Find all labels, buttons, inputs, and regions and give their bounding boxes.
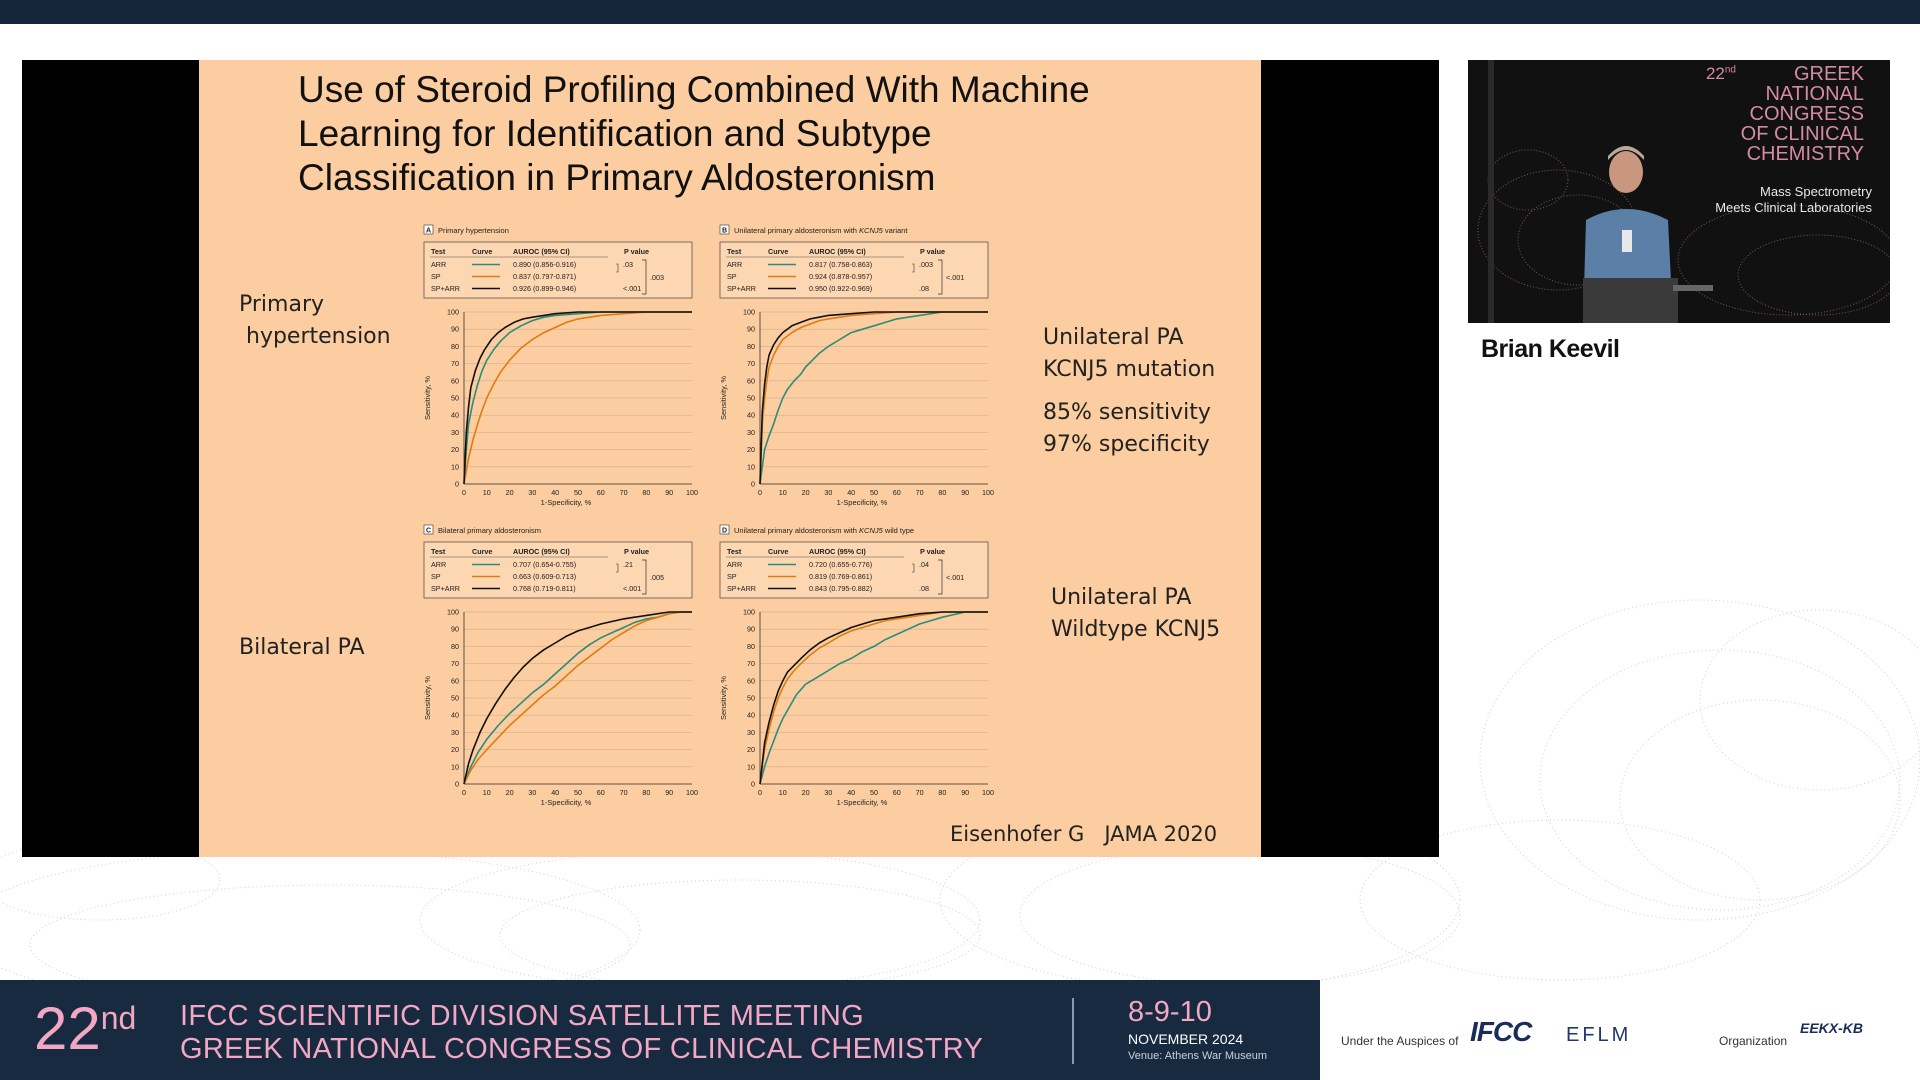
footer-venue: Venue: Athens War Museum [1128, 1050, 1267, 1062]
x-tick-label: 40 [551, 788, 560, 797]
x-tick-label: 100 [982, 488, 994, 497]
y-tick-label: 40 [747, 710, 755, 720]
table-header: AUROC (95% CI) [513, 547, 570, 556]
y-tick-label: 20 [747, 745, 755, 755]
x-axis-label: 1-Specificity, % [540, 498, 592, 507]
video-banner-line: NATIONAL [1765, 83, 1864, 105]
y-tick-label: 10 [451, 462, 459, 472]
y-tick-label: 30 [451, 727, 459, 737]
slide-title-line: Learning for Identification and Subtype [298, 113, 932, 154]
y-tick-label: 0 [455, 779, 459, 789]
footer-divider [1072, 998, 1074, 1064]
table-cell-test: SP+ARR [727, 584, 756, 593]
table-header: P value [624, 547, 650, 556]
video-banner-line: GREEK [1793, 63, 1864, 85]
table-cell-test: ARR [431, 260, 447, 269]
speaker-name: Brian Keevil [1481, 335, 1620, 363]
footer-line: IFCC SCIENTIFIC DIVISION SATELLITE MEETING [180, 1000, 864, 1032]
x-tick-label: 100 [982, 788, 994, 797]
x-tick-label: 0 [462, 488, 466, 497]
x-tick-label: 80 [938, 788, 947, 797]
y-tick-label: 90 [747, 624, 755, 634]
table-header: Curve [768, 247, 789, 256]
y-tick-label: 80 [451, 641, 459, 651]
note-line: Unilateral PA [1043, 325, 1184, 350]
x-tick-label: 90 [665, 488, 674, 497]
x-tick-label: 50 [870, 788, 878, 797]
x-tick-label: 90 [961, 488, 970, 497]
top-bar [0, 0, 1920, 24]
panel-title: Unilateral primary aldosteronism with KCNJ5 wild type [734, 526, 915, 535]
y-tick-label: 60 [747, 376, 755, 386]
note-line: Unilateral PA [1051, 585, 1192, 610]
x-tick-label: 40 [847, 788, 856, 797]
panel-letter: D [721, 527, 728, 535]
ekkx-logo: EEKX-KB [1800, 1020, 1864, 1036]
y-axis-label: Sensitivity, % [719, 375, 728, 421]
footer-month: NOVEMBER 2024 [1128, 1031, 1244, 1047]
x-tick-label: 100 [686, 488, 698, 497]
x-tick-label: 70 [619, 488, 628, 497]
y-tick-label: 60 [747, 676, 755, 686]
table-header: Curve [472, 547, 493, 556]
note-stats [1043, 397, 1211, 461]
note-line: KCNJ5 mutation [1043, 357, 1216, 382]
roc-chart-a [420, 222, 710, 512]
table-cell-pvalue: .03 [623, 260, 633, 269]
citation-author: Eisenhofer G [950, 822, 1085, 846]
table-cell-pvalue-overall: <.001 [946, 573, 965, 582]
roc-panel-c [420, 522, 710, 817]
x-tick-label: 30 [528, 488, 537, 497]
y-tick-label: 20 [451, 745, 459, 755]
x-tick-label: 10 [778, 488, 787, 497]
y-tick-label: 50 [451, 693, 459, 703]
table-header: Test [727, 247, 742, 256]
roc-panel-b [716, 222, 1006, 517]
table-header: Curve [472, 247, 493, 256]
table-cell-pvalue-overall: .003 [650, 273, 664, 282]
y-tick-label: 60 [451, 376, 459, 386]
auspices-label: Under the Auspices of [1341, 1034, 1459, 1048]
y-axis-label: Sensitivity, % [719, 675, 728, 721]
x-tick-label: 100 [686, 788, 698, 797]
table-header: P value [624, 247, 650, 256]
table-cell-test: SP [431, 572, 441, 581]
table-cell-auroc: 0.819 (0.769-0.861) [809, 572, 873, 581]
panel-letter: A [425, 227, 432, 235]
table-header: AUROC (95% CI) [809, 547, 866, 556]
x-tick-label: 60 [892, 488, 901, 497]
x-tick-label: 70 [915, 488, 924, 497]
y-tick-label: 70 [747, 659, 755, 669]
x-tick-label: 20 [505, 488, 514, 497]
note-line: 85% sensitivity [1043, 400, 1211, 425]
x-tick-label: 60 [596, 788, 605, 797]
y-tick-label: 20 [747, 445, 755, 455]
y-tick-label: 70 [747, 359, 755, 369]
table-cell-auroc: 0.924 (0.878-0.957) [809, 272, 873, 281]
y-tick-label: 30 [747, 727, 755, 737]
note-wildtype-kcnj5 [1051, 582, 1220, 646]
table-cell-test: SP [727, 272, 737, 281]
table-cell-auroc: 0.843 (0.795-0.882) [809, 584, 873, 593]
x-axis-label: 1-Specificity, % [540, 798, 592, 807]
table-cell-pvalue: .04 [919, 560, 929, 569]
footer-edition-suffix: nd [100, 1000, 137, 1036]
x-tick-label: 30 [824, 788, 833, 797]
table-cell-test: SP+ARR [431, 584, 460, 593]
table-cell-auroc: 0.837 (0.797-0.871) [513, 272, 577, 281]
x-axis-label: 1-Specificity, % [836, 798, 888, 807]
x-tick-label: 20 [505, 788, 514, 797]
note-line: Primary [239, 292, 325, 317]
x-tick-label: 40 [551, 488, 560, 497]
table-cell-test: ARR [727, 260, 743, 269]
note-line: Bilateral PA [239, 635, 365, 660]
y-tick-label: 0 [751, 479, 755, 489]
y-tick-label: 70 [451, 359, 459, 369]
y-tick-label: 0 [751, 779, 755, 789]
speaker-video[interactable] [1468, 60, 1890, 323]
y-tick-label: 10 [451, 762, 459, 772]
video-banner [1705, 63, 1864, 165]
slide-title [298, 68, 1258, 200]
y-tick-label: 100 [447, 307, 459, 317]
panel-letter: B [721, 227, 728, 235]
table-cell-pvalue: <.001 [623, 584, 642, 593]
table-header: P value [920, 247, 946, 256]
x-tick-label: 30 [528, 788, 537, 797]
x-tick-label: 10 [482, 488, 491, 497]
y-tick-label: 80 [747, 341, 755, 351]
table-cell-test: SP [727, 572, 737, 581]
video-banner-line: CHEMISTRY [1746, 143, 1864, 165]
y-tick-label: 10 [747, 462, 755, 472]
x-tick-label: 60 [892, 788, 901, 797]
table-header: Test [431, 547, 446, 556]
table-header: AUROC (95% CI) [809, 247, 866, 256]
roc-chart-b [716, 222, 1006, 512]
video-banner-line: OF CLINICAL [1740, 123, 1864, 145]
table-cell-pvalue: .08 [919, 284, 929, 293]
note-line: Wildtype KCNJ5 [1051, 617, 1221, 642]
panel-title: Bilateral primary aldosteronism [438, 526, 541, 535]
x-tick-label: 0 [758, 788, 762, 797]
panel-title: Primary hypertension [438, 226, 509, 235]
table-cell-pvalue: <.001 [623, 284, 642, 293]
x-tick-label: 30 [824, 488, 833, 497]
footer-edition [34, 994, 136, 1063]
table-cell-pvalue-overall: .005 [650, 573, 664, 582]
video-subtitle [1715, 184, 1872, 216]
ifcc-logo: IFCC [1470, 1016, 1532, 1047]
y-tick-label: 100 [743, 607, 755, 617]
video-subtitle-line: Mass Spectrometry [1760, 184, 1872, 199]
x-tick-label: 10 [482, 788, 491, 797]
table-cell-auroc: 0.663 (0.609-0.713) [513, 572, 577, 581]
x-tick-label: 70 [619, 788, 628, 797]
x-tick-label: 60 [596, 488, 605, 497]
y-tick-label: 90 [747, 324, 755, 334]
y-tick-label: 100 [743, 307, 755, 317]
slide-title-line: Classification in Primary Aldosteronism [298, 157, 936, 198]
y-tick-label: 60 [451, 676, 459, 686]
table-cell-test: ARR [431, 560, 447, 569]
note-line: 97% specificity [1043, 432, 1210, 457]
y-tick-label: 30 [451, 427, 459, 437]
panel-letter: C [425, 527, 432, 535]
eflm-logo: EFLM [1566, 1024, 1632, 1046]
y-tick-label: 40 [451, 410, 459, 420]
y-tick-label: 90 [451, 624, 459, 634]
y-tick-label: 40 [747, 410, 755, 420]
x-tick-label: 80 [938, 488, 947, 497]
video-banner-number: 22nd [1705, 64, 1736, 83]
y-axis-label: Sensitivity, % [423, 375, 432, 421]
x-tick-label: 0 [462, 788, 466, 797]
table-cell-pvalue-overall: <.001 [946, 273, 965, 282]
y-tick-label: 90 [451, 324, 459, 334]
table-header: P value [920, 547, 946, 556]
note-line: hypertension [246, 324, 391, 349]
table-cell-pvalue: .21 [623, 560, 633, 569]
table-cell-auroc: 0.768 (0.719-0.811) [513, 584, 576, 593]
table-header: Test [431, 247, 446, 256]
table-header: Test [727, 547, 742, 556]
footer-line: GREEK NATIONAL CONGRESS OF CLINICAL CHEMISTRY [180, 1033, 984, 1065]
y-tick-label: 30 [747, 427, 755, 437]
table-cell-auroc: 0.817 (0.758-0.863) [809, 260, 873, 269]
footer-event-title [180, 1000, 983, 1066]
roc-panel-a [420, 222, 710, 517]
table-cell-test: SP+ARR [431, 284, 460, 293]
table-cell-pvalue: .003 [919, 260, 933, 269]
citation-journal: JAMA 2020 [1104, 822, 1218, 846]
roc-chart-d [716, 522, 1006, 812]
x-tick-label: 0 [758, 488, 762, 497]
video-subtitle-line: Meets Clinical Laboratories [1715, 200, 1872, 215]
table-cell-pvalue: .08 [919, 584, 929, 593]
note-primary-hypertension [239, 289, 391, 353]
y-tick-label: 80 [451, 341, 459, 351]
citation [950, 822, 1217, 846]
x-tick-label: 70 [915, 788, 924, 797]
x-tick-label: 50 [574, 788, 582, 797]
table-cell-test: ARR [727, 560, 743, 569]
y-tick-label: 50 [451, 393, 459, 403]
panel-title: Unilateral primary aldosteronism with KCNJ5 variant [734, 226, 908, 235]
table-cell-test: SP [431, 272, 441, 281]
y-tick-label: 20 [451, 445, 459, 455]
table-cell-auroc: 0.950 (0.922-0.969) [809, 284, 873, 293]
table-cell-auroc: 0.720 (0.655-0.776) [809, 560, 873, 569]
x-tick-label: 20 [801, 788, 810, 797]
x-axis-label: 1-Specificity, % [836, 498, 888, 507]
footer-dates: 8-9-10 [1128, 996, 1212, 1028]
y-tick-label: 80 [747, 641, 755, 651]
x-tick-label: 40 [847, 488, 856, 497]
note-kcnj5-mutation [1043, 322, 1215, 386]
x-tick-label: 50 [870, 488, 878, 497]
y-tick-label: 50 [747, 393, 755, 403]
y-tick-label: 70 [451, 659, 459, 669]
footer-edition-number: 22 [34, 995, 101, 1062]
x-tick-label: 90 [665, 788, 674, 797]
x-tick-label: 20 [801, 488, 810, 497]
y-axis-label: Sensitivity, % [423, 675, 432, 721]
x-tick-label: 50 [574, 488, 582, 497]
y-tick-label: 40 [451, 710, 459, 720]
table-cell-test: SP+ARR [727, 284, 756, 293]
roc-panel-d [716, 522, 1006, 817]
y-tick-label: 10 [747, 762, 755, 772]
slide-title-line: Use of Steroid Profiling Combined With Machine [298, 69, 1090, 110]
y-tick-label: 0 [455, 479, 459, 489]
table-cell-auroc: 0.707 (0.654-0.755) [513, 560, 577, 569]
organization-label: Organization [1719, 1034, 1788, 1048]
table-cell-auroc: 0.890 (0.856-0.916) [513, 260, 577, 269]
y-tick-label: 100 [447, 607, 459, 617]
y-tick-label: 50 [747, 693, 755, 703]
x-tick-label: 90 [961, 788, 970, 797]
table-header: Curve [768, 547, 789, 556]
x-tick-label: 10 [778, 788, 787, 797]
table-header: AUROC (95% CI) [513, 247, 570, 256]
table-cell-auroc: 0.926 (0.899-0.946) [513, 284, 577, 293]
x-tick-label: 80 [642, 788, 651, 797]
x-tick-label: 80 [642, 488, 651, 497]
note-bilateral-pa [239, 632, 365, 664]
video-banner-line: CONGRESS [1749, 103, 1864, 125]
roc-chart-c [420, 522, 710, 812]
